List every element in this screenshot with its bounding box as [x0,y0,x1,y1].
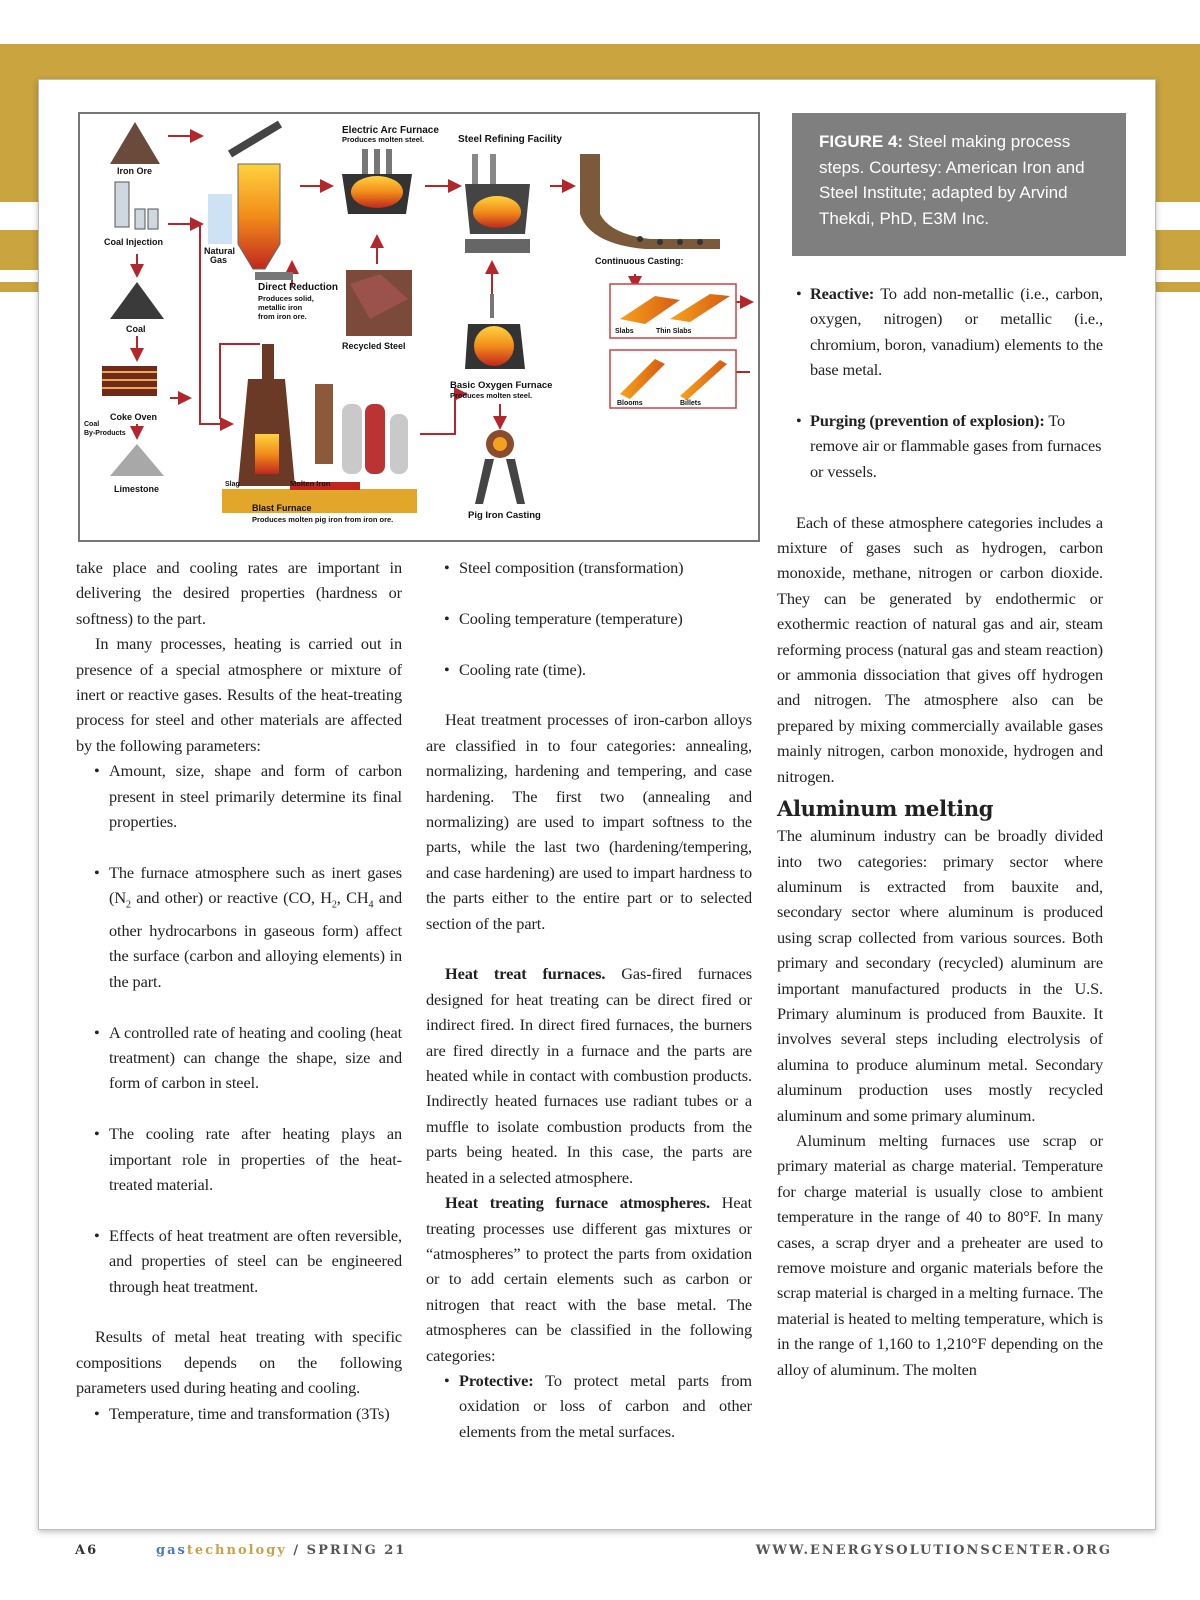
label-coal: Coal [126,324,146,334]
col1-bullet-cooling-rate: • The cooling rate after heating plays an important role in properties of the heat-treated material. [94,1124,402,1194]
basic-oxygen-furnace [465,294,525,369]
figure-caption [792,113,1126,256]
charging-conveyor [230,124,280,154]
col3-paragraph-1: Each of these atmosphere categories includes a mixture of gases such as hydrogen, carbon monoxide, methane, nitrogen or carbon dioxide. They can be generated by endothermic or exothermic reaction of natural gas and air, steam reforming process (natural gas and steam reaction) or ammonia dissociation that gives off hydrogen and nitrogen. The atmosphere also can be prepared by mixing commercially available gases mainly nitrogen, carbon monoxide, hydrogen and nitrogen. [777,512,1103,786]
col2-paragraph-3: Heat treating furnace atmospheres. Heat treating processes use different gas mixtures or “atmospheres” to protect the parts from oxidation or to add certain elements such as carbon or nitrogen that react with the base metal. The atmospheres can be classified in the following categories: [426,1193,752,1365]
section-heading-aluminum-melting: Aluminum melting [777,796,994,822]
label-steel-refining: Steel Refining Facility [458,134,562,145]
label-slag: Slag [225,481,240,488]
col1-bullet-controlled-rate: • A controlled rate of heating and cooling (heat treatment) can change the shape, size and form of carbon in steel. [94,1022,402,1093]
label-iron-ore: Iron Ore [117,166,153,176]
label-direct-reduction: Direct Reduction [258,282,339,293]
natural-gas-icon [208,194,232,244]
col1-bullet-carbon: • Amount, size, shape and form of carbon present in steel primarily determine its final properties. [94,761,402,832]
col2-bullet-rate: • Cooling rate (time). [444,659,586,679]
col2-bullet-protective: • Protective: To protect metal parts from oxidation or loss of carbon and other elements from the metal surfaces. [444,1370,752,1441]
direct-reduction-shaft [238,164,280,269]
coal-pile [110,282,164,319]
col1-bullet-atmosphere: • The furnace atmosphere such as inert gases ($N_2$ and other) or reactive (CO, $H_2$, $CH_4$ and other hydrocarbons in gaseous form) affect the surface (carbon and alloying elements) in the part. [94,862,402,991]
coal-injection-silos [115,182,158,229]
page-number: A6 [75,1543,99,1558]
label-coke-oven: Coke Oven [110,412,158,422]
magazine-page [38,79,1156,1530]
pig-iron-casting [475,430,525,504]
caption-label: FIGURE 4: [819,132,904,151]
steel-process-diagram [78,112,760,542]
col1-bullet-reversible: • Effects of heat treatment are often reversible, and properties of steel can be engineered through heat treatment. [94,1225,402,1296]
page-footer [0,1543,1200,1567]
label-blast-furnace-sub: Produces molten pig iron from iron ore. [252,515,394,524]
label-billets: Billets [680,400,702,407]
direct-reduction-conveyor [255,272,293,280]
col2-bullet-composition: • Steel composition (transformation) [444,558,684,577]
limestone-pile [110,444,164,476]
col3-paragraph-3: Aluminum melting furnaces use scrap or primary material as charge material. Temperature for charge material is usually close to ambient temperature in the range of 40 to 80°F. In many cases, a scrap dryer and a preheater are used to remove moisture and organic materials before the scrap material is charged in a melting furnace. The material is heated to melting temperature, which is in the range of 1,160 to 1,210°F depending on the alloy of aluminum. The molten [777,1130,1103,1379]
column-3 [777,281,1103,1382]
website-url[interactable]: WWW.ENERGYSOLUTIONSCENTER.ORG [755,1543,1112,1558]
label-coal-byproducts-1: Coal [84,421,100,428]
col1-bullet-3ts: • Temperature, time and transformation (3Ts) [94,1403,390,1423]
iron-ore-pile [110,122,160,164]
continuous-casting-machine [580,154,720,249]
col1-paragraph-2: In many processes, heating is carried out in presence of a special atmosphere or mixture of inert or reactive gases. Results of the heat-treating process for steel and other materials are affected by the following parameters: [76,634,402,755]
label-recycled-steel: Recycled Steel [342,341,406,351]
caption-text: Steel making process steps. Courtesy: American Iron and Steel Institute; adapted by Arvind Thekdi, PhD, E3M Inc. [819,132,1085,228]
label-dr-sub2: metallic iron [258,303,303,312]
electric-arc-furnace [342,149,412,214]
label-blooms: Blooms [617,400,643,407]
subhead-furnace-atmospheres: Heat treating furnace atmospheres. [445,1193,711,1213]
label-eaf-sub: Produces molten steel. [342,135,425,144]
label-bof-sub: Produces molten steel. [450,391,533,400]
label-dr-sub3: from iron ore. [258,312,307,321]
label-thin-slabs: Thin Slabs [656,328,692,335]
label-blast-furnace: Blast Furnace [252,503,312,513]
label-natural-gas-1: Natural [204,246,236,256]
label-dr-sub1: Produces solid, [258,294,314,303]
col3-bullet-purging: • Purging (prevention of explosion): To remove air or flammable gases from furnaces or vessels. [796,411,1102,481]
magazine-issue: gastechnology / SPRING 21 [156,1543,407,1558]
column-2 [426,555,752,1444]
col2-bullet-temperature: • Cooling temperature (temperature) [444,608,683,628]
col1-paragraph-3: Results of metal heat treating with specific compositions depends on the following parameters used during heating and cooling. [76,1327,402,1398]
label-continuous-casting: Continuous Casting: [595,256,684,266]
label-limestone: Limestone [114,484,160,494]
label-electric-arc-furnace: Electric Arc Furnace [342,125,439,136]
label-coal-byproducts-2: By-Products [84,430,126,437]
subhead-heat-treat-furnaces: Heat treat furnaces. [445,964,606,984]
diagram-svg [80,114,758,540]
column-1 [76,555,402,1426]
label-slabs: Slabs [615,328,634,335]
col3-bullet-reactive: • Reactive: To add non-metallic (i.e., carbon, oxygen, nitrogen) or metallic (i.e., chromium, boron, vanadium) elements to the base metal. [796,284,1103,380]
label-basic-oxygen-furnace: Basic Oxygen Furnace [450,380,553,391]
steel-refining-vessel [465,154,530,253]
label-natural-gas-2: Gas [210,255,228,265]
col1-paragraph-1: take place and cooling rates are important in delivering the desired properties (hardness or softness) to the part. [76,558,402,628]
col2-paragraph-1: Heat treatment processes of iron-carbon alloys are classified in to four categories: annealing, normalizing, hardening and tempering, and case hardening. The first two (annealing and normalizing) are used to impart softness to the parts, while the last two (hardening/tempering, and case hardening) are used to impart hardness to the parts either to the entire part or to selected section of the part. [426,710,752,933]
col2-paragraph-2: Heat treat furnaces. Gas-fired furnaces designed for heat treating can be direct fired or indirect fired. In direct fired furnaces, the burners are fired directly in a furnace and the parts are heated while in contact with combustion products. Indirectly heated furnaces use radiant tubes or a muffle to isolate combustion products from the parts being heated. In this case, the parts are heated in a selected atmosphere. [426,964,753,1187]
label-molten-iron: Molten Iron [290,479,331,488]
label-coal-injection: Coal Injection [104,237,164,247]
col3-paragraph-2: The aluminum industry can be broadly divided into two categories: primary sector where aluminum is extracted from bauxite and, secondary sector where aluminum is produced using scrap collected from various sources. Both primary and secondary (recycled) aluminum are important manufactured products in the U.S. Primary aluminum is produced from Bauxite. It involves several steps including electrolysis of alumina to produce aluminum metal. Secondary aluminum production uses mostly recycled aluminum and some primary aluminum. [777,826,1103,1125]
label-pig-iron-casting: Pig Iron Casting [468,510,541,521]
